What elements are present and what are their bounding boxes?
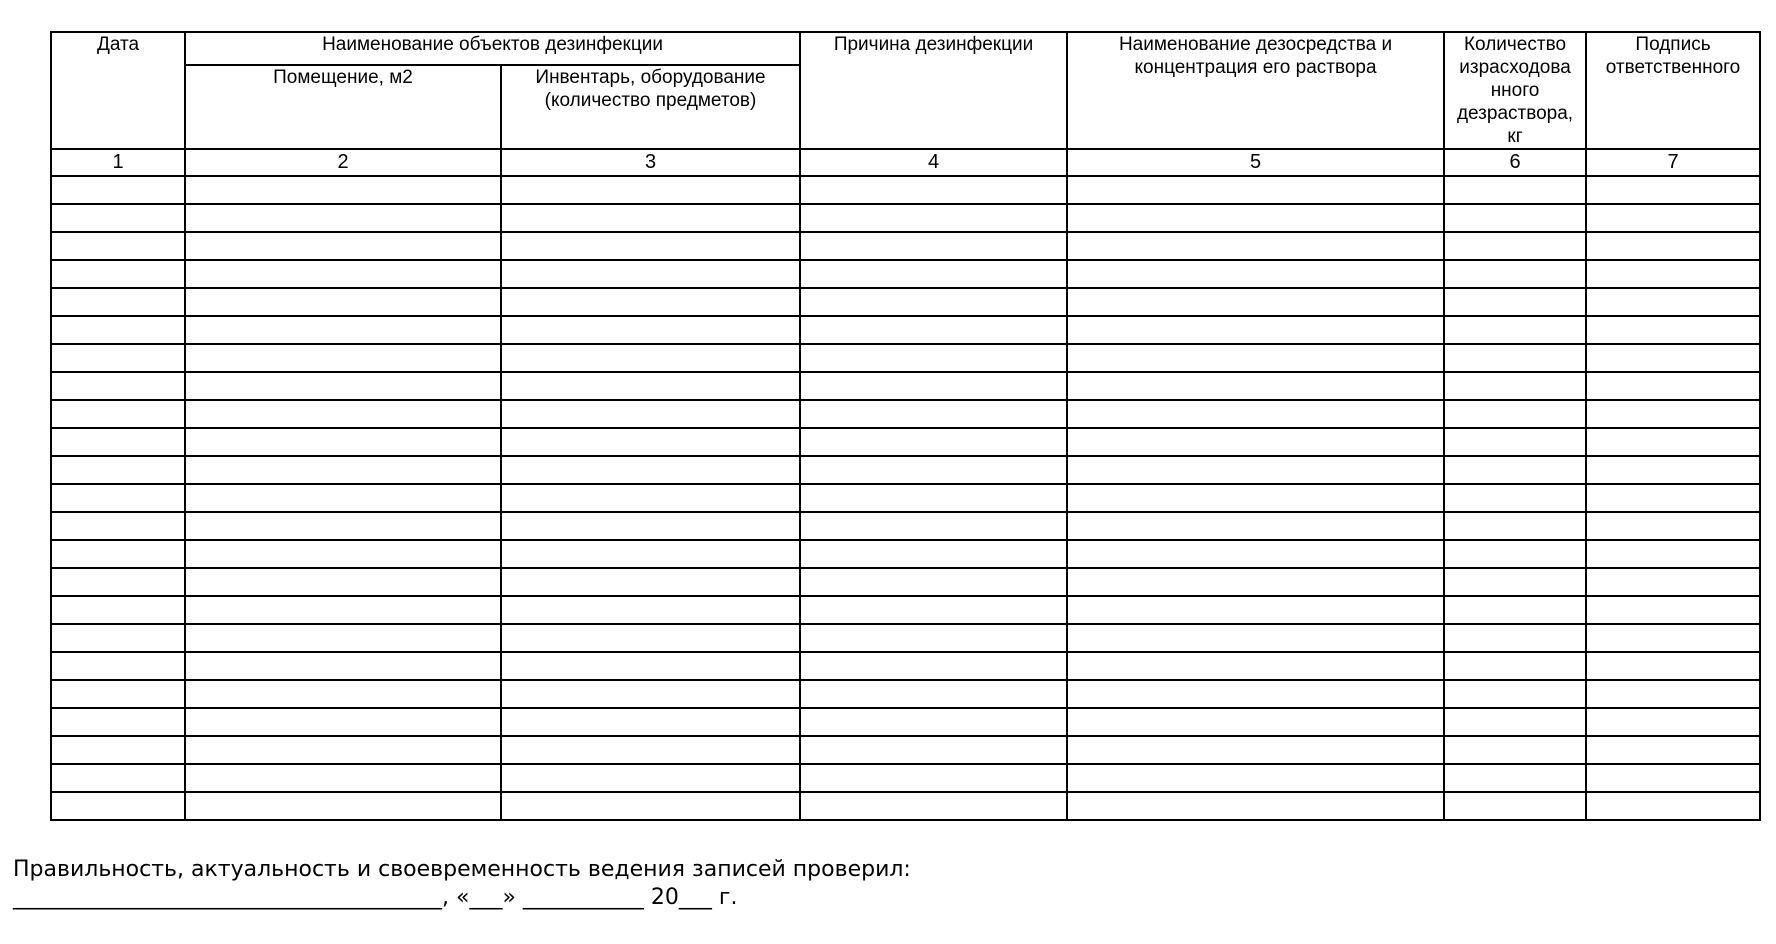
table-row: [51, 176, 1760, 204]
header-signature: [1586, 32, 1760, 149]
header-quantity-line1: Количество: [1463, 34, 1567, 55]
table-cell[interactable]: [501, 764, 800, 792]
table-cell[interactable]: [1586, 428, 1760, 456]
table-cell[interactable]: [1444, 344, 1586, 372]
table-cell[interactable]: [1586, 400, 1760, 428]
column-number-row: [51, 149, 1760, 176]
table-cell[interactable]: [1586, 232, 1760, 260]
disinfection-log-table: [50, 31, 1761, 821]
column-number: 2: [185, 149, 501, 176]
table-cell[interactable]: [51, 764, 185, 792]
column-number: 3: [501, 149, 800, 176]
table-cell[interactable]: [1067, 484, 1444, 512]
table-cell[interactable]: [1586, 764, 1760, 792]
table-cell[interactable]: [501, 428, 800, 456]
table-cell[interactable]: [800, 176, 1067, 204]
table-cell[interactable]: [800, 792, 1067, 820]
table-cell[interactable]: [185, 316, 501, 344]
table-cell[interactable]: [501, 512, 800, 540]
table-cell[interactable]: [800, 540, 1067, 568]
table-cell[interactable]: [1444, 680, 1586, 708]
table-cell[interactable]: [185, 680, 501, 708]
table-cell[interactable]: [800, 204, 1067, 232]
table-cell[interactable]: [1586, 652, 1760, 680]
table-row: [51, 344, 1760, 372]
header-quantity-line3: нного: [1490, 80, 1540, 101]
table-cell[interactable]: [1444, 372, 1586, 400]
table-cell[interactable]: [1586, 260, 1760, 288]
table-cell[interactable]: [51, 176, 185, 204]
table-cell[interactable]: [185, 596, 501, 624]
table-cell[interactable]: [185, 288, 501, 316]
table-cell[interactable]: [501, 484, 800, 512]
header-reason: Причина дезинфекции: [800, 32, 1067, 149]
table-cell[interactable]: [1067, 792, 1444, 820]
table-cell[interactable]: [185, 344, 501, 372]
table-cell[interactable]: [51, 540, 185, 568]
table-cell[interactable]: [1586, 484, 1760, 512]
table-cell[interactable]: [1444, 428, 1586, 456]
table-row: [51, 596, 1760, 624]
table-cell[interactable]: [800, 736, 1067, 764]
table-cell[interactable]: [1586, 372, 1760, 400]
table-cell[interactable]: [51, 232, 185, 260]
column-number: 6: [1444, 149, 1586, 176]
table-cell[interactable]: [1067, 344, 1444, 372]
table-cell[interactable]: [185, 568, 501, 596]
table-cell[interactable]: [1444, 652, 1586, 680]
table-cell[interactable]: [1444, 764, 1586, 792]
table-cell[interactable]: [185, 176, 501, 204]
table-cell[interactable]: [1444, 204, 1586, 232]
table-cell[interactable]: [800, 344, 1067, 372]
table-cell[interactable]: [1444, 456, 1586, 484]
header-quantity-line4: дезраствора,: [1456, 103, 1574, 124]
table-cell[interactable]: [185, 736, 501, 764]
table-cell[interactable]: [185, 400, 501, 428]
table-cell[interactable]: [1586, 708, 1760, 736]
table-cell[interactable]: [501, 736, 800, 764]
table-cell[interactable]: [1444, 232, 1586, 260]
table-cell[interactable]: [51, 344, 185, 372]
table-cell[interactable]: [800, 652, 1067, 680]
table-cell[interactable]: [51, 512, 185, 540]
table-cell[interactable]: [800, 596, 1067, 624]
table-cell[interactable]: [1067, 428, 1444, 456]
table-cell[interactable]: [51, 568, 185, 596]
column-number: 4: [800, 149, 1067, 176]
table-cell[interactable]: [1444, 736, 1586, 764]
table-cell[interactable]: [185, 456, 501, 484]
table-cell[interactable]: [185, 428, 501, 456]
table-cell[interactable]: [1067, 260, 1444, 288]
table-cell[interactable]: [501, 680, 800, 708]
table-cell[interactable]: [1444, 484, 1586, 512]
header-premises: Помещение, м2: [185, 65, 501, 149]
header-agent-line2: концентрация его раствора: [1134, 57, 1377, 78]
table-cell[interactable]: [800, 400, 1067, 428]
table-cell[interactable]: [51, 260, 185, 288]
table-cell[interactable]: [185, 540, 501, 568]
table-cell[interactable]: [1444, 540, 1586, 568]
table-row: [51, 512, 1760, 540]
table-cell[interactable]: [51, 792, 185, 820]
table-cell[interactable]: [501, 260, 800, 288]
table-cell[interactable]: [800, 288, 1067, 316]
table-cell[interactable]: [1067, 456, 1444, 484]
table-cell[interactable]: [185, 484, 501, 512]
table-cell[interactable]: [1067, 372, 1444, 400]
table-cell[interactable]: [501, 568, 800, 596]
column-number: 5: [1067, 149, 1444, 176]
header-inventory-line2: (количество предметов): [544, 90, 757, 112]
column-number: 1: [51, 149, 185, 176]
table-row: [51, 456, 1760, 484]
table-cell[interactable]: [1586, 456, 1760, 484]
table-cell[interactable]: [501, 624, 800, 652]
table-cell[interactable]: [1067, 708, 1444, 736]
table-cell[interactable]: [1067, 204, 1444, 232]
header-date: Дата: [51, 32, 185, 149]
table-cell[interactable]: [1067, 540, 1444, 568]
table-cell[interactable]: [501, 232, 800, 260]
table-cell[interactable]: [800, 624, 1067, 652]
table-cell[interactable]: [800, 764, 1067, 792]
table-row: [51, 288, 1760, 316]
table-cell[interactable]: [1067, 400, 1444, 428]
table-cell[interactable]: [51, 372, 185, 400]
table-row: [51, 260, 1760, 288]
table-cell[interactable]: [1444, 288, 1586, 316]
table-cell[interactable]: [1586, 204, 1760, 232]
table-cell[interactable]: [800, 456, 1067, 484]
table-cell[interactable]: [501, 456, 800, 484]
table-cell[interactable]: [501, 792, 800, 820]
table-cell[interactable]: [1586, 344, 1760, 372]
table-cell[interactable]: [51, 316, 185, 344]
table-cell[interactable]: [1444, 708, 1586, 736]
table-cell[interactable]: [51, 428, 185, 456]
column-number: 7: [1586, 149, 1760, 176]
table-row: [51, 624, 1760, 652]
table-row: [51, 540, 1760, 568]
table-cell[interactable]: [1586, 512, 1760, 540]
table-cell[interactable]: [1067, 680, 1444, 708]
table-cell[interactable]: [1444, 316, 1586, 344]
table-cell[interactable]: [501, 176, 800, 204]
table-cell[interactable]: [185, 624, 501, 652]
table-cell[interactable]: [501, 288, 800, 316]
header-quantity-line5: кг: [1507, 126, 1523, 147]
header-signature-line2: ответственного: [1605, 57, 1741, 78]
table-row: [51, 204, 1760, 232]
table-cell[interactable]: [1586, 680, 1760, 708]
table-cell[interactable]: [1067, 764, 1444, 792]
table-row: [51, 400, 1760, 428]
table-cell[interactable]: [1067, 512, 1444, 540]
header-inventory: [501, 65, 800, 149]
table-cell[interactable]: [51, 736, 185, 764]
table-cell[interactable]: [501, 316, 800, 344]
table-cell[interactable]: [800, 708, 1067, 736]
table-cell[interactable]: [1586, 540, 1760, 568]
table-row: [51, 680, 1760, 708]
table-cell[interactable]: [185, 372, 501, 400]
header-signature-line1: Подпись: [1635, 34, 1711, 55]
table-row: [51, 372, 1760, 400]
table-cell[interactable]: [51, 708, 185, 736]
table-cell[interactable]: [800, 316, 1067, 344]
table-row: [51, 792, 1760, 820]
table-cell[interactable]: [1067, 288, 1444, 316]
table-cell[interactable]: [1586, 596, 1760, 624]
table-cell[interactable]: [1444, 624, 1586, 652]
table-cell[interactable]: [800, 232, 1067, 260]
table-row: [51, 428, 1760, 456]
table-cell[interactable]: [800, 568, 1067, 596]
table-row: [51, 316, 1760, 344]
header-agent: [1067, 32, 1444, 149]
table-cell[interactable]: [501, 372, 800, 400]
table-cell[interactable]: [51, 288, 185, 316]
table-cell[interactable]: [1586, 568, 1760, 596]
table-row: [51, 708, 1760, 736]
table-row: [51, 484, 1760, 512]
table-cell[interactable]: [185, 260, 501, 288]
table-cell[interactable]: [1444, 568, 1586, 596]
table-cell[interactable]: [185, 764, 501, 792]
table-cell[interactable]: [51, 456, 185, 484]
table-cell[interactable]: [1444, 512, 1586, 540]
table-cell[interactable]: [501, 596, 800, 624]
verification-footer: [13, 856, 911, 912]
table-cell[interactable]: [800, 372, 1067, 400]
table-cell[interactable]: [1067, 652, 1444, 680]
header-agent-line1: Наименование дезосредства и: [1118, 34, 1393, 55]
table-cell[interactable]: [1067, 736, 1444, 764]
table-cell[interactable]: [185, 232, 501, 260]
table-cell[interactable]: [501, 400, 800, 428]
table-cell[interactable]: [800, 484, 1067, 512]
table-cell[interactable]: [1067, 316, 1444, 344]
table-cell[interactable]: [1444, 260, 1586, 288]
table-cell[interactable]: [1067, 596, 1444, 624]
table-cell[interactable]: [501, 540, 800, 568]
table-cell[interactable]: [51, 680, 185, 708]
table-cell[interactable]: [1444, 176, 1586, 204]
table-cell[interactable]: [1067, 624, 1444, 652]
header-quantity-line2: израсходова: [1459, 57, 1571, 78]
table-row: [51, 736, 1760, 764]
header-quantity: [1444, 32, 1586, 149]
table-cell[interactable]: [1067, 176, 1444, 204]
table-cell[interactable]: [51, 204, 185, 232]
table-cell[interactable]: [1586, 624, 1760, 652]
table-cell[interactable]: [1586, 316, 1760, 344]
table-cell[interactable]: [1444, 596, 1586, 624]
table-row: [51, 568, 1760, 596]
table-cell[interactable]: [800, 260, 1067, 288]
table-cell[interactable]: [1586, 792, 1760, 820]
table-cell[interactable]: [501, 652, 800, 680]
table-cell[interactable]: [800, 428, 1067, 456]
table-cell[interactable]: [185, 708, 501, 736]
table-cell[interactable]: [185, 652, 501, 680]
table-cell[interactable]: [501, 204, 800, 232]
table-cell[interactable]: [1586, 736, 1760, 764]
table-cell[interactable]: [800, 512, 1067, 540]
table-cell[interactable]: [501, 708, 800, 736]
table-cell[interactable]: [501, 344, 800, 372]
table-cell[interactable]: [1444, 400, 1586, 428]
table-row: [51, 232, 1760, 260]
table-cell[interactable]: [1444, 792, 1586, 820]
table-cell[interactable]: [185, 204, 501, 232]
table-cell[interactable]: [1586, 176, 1760, 204]
verification-statement: Правильность, актуальность и своевременность ведения записей проверил:: [13, 857, 911, 882]
table-row: [51, 652, 1760, 680]
signature-date-line: _______________________________________, «___» ___________ 20___ г.: [13, 885, 738, 910]
table-cell[interactable]: [1067, 232, 1444, 260]
table-cell[interactable]: [185, 792, 501, 820]
table-cell[interactable]: [51, 652, 185, 680]
table-cell[interactable]: [1586, 288, 1760, 316]
table-cell[interactable]: [51, 400, 185, 428]
table-cell[interactable]: [1067, 568, 1444, 596]
table-cell[interactable]: [185, 512, 501, 540]
table-cell[interactable]: [51, 484, 185, 512]
header-inventory-line1: Инвентарь, оборудование: [535, 67, 766, 89]
table-cell[interactable]: [51, 596, 185, 624]
header-objects-group: Наименование объектов дезинфекции: [185, 32, 800, 65]
table-cell[interactable]: [800, 680, 1067, 708]
table-cell[interactable]: [51, 624, 185, 652]
table-row: [51, 764, 1760, 792]
